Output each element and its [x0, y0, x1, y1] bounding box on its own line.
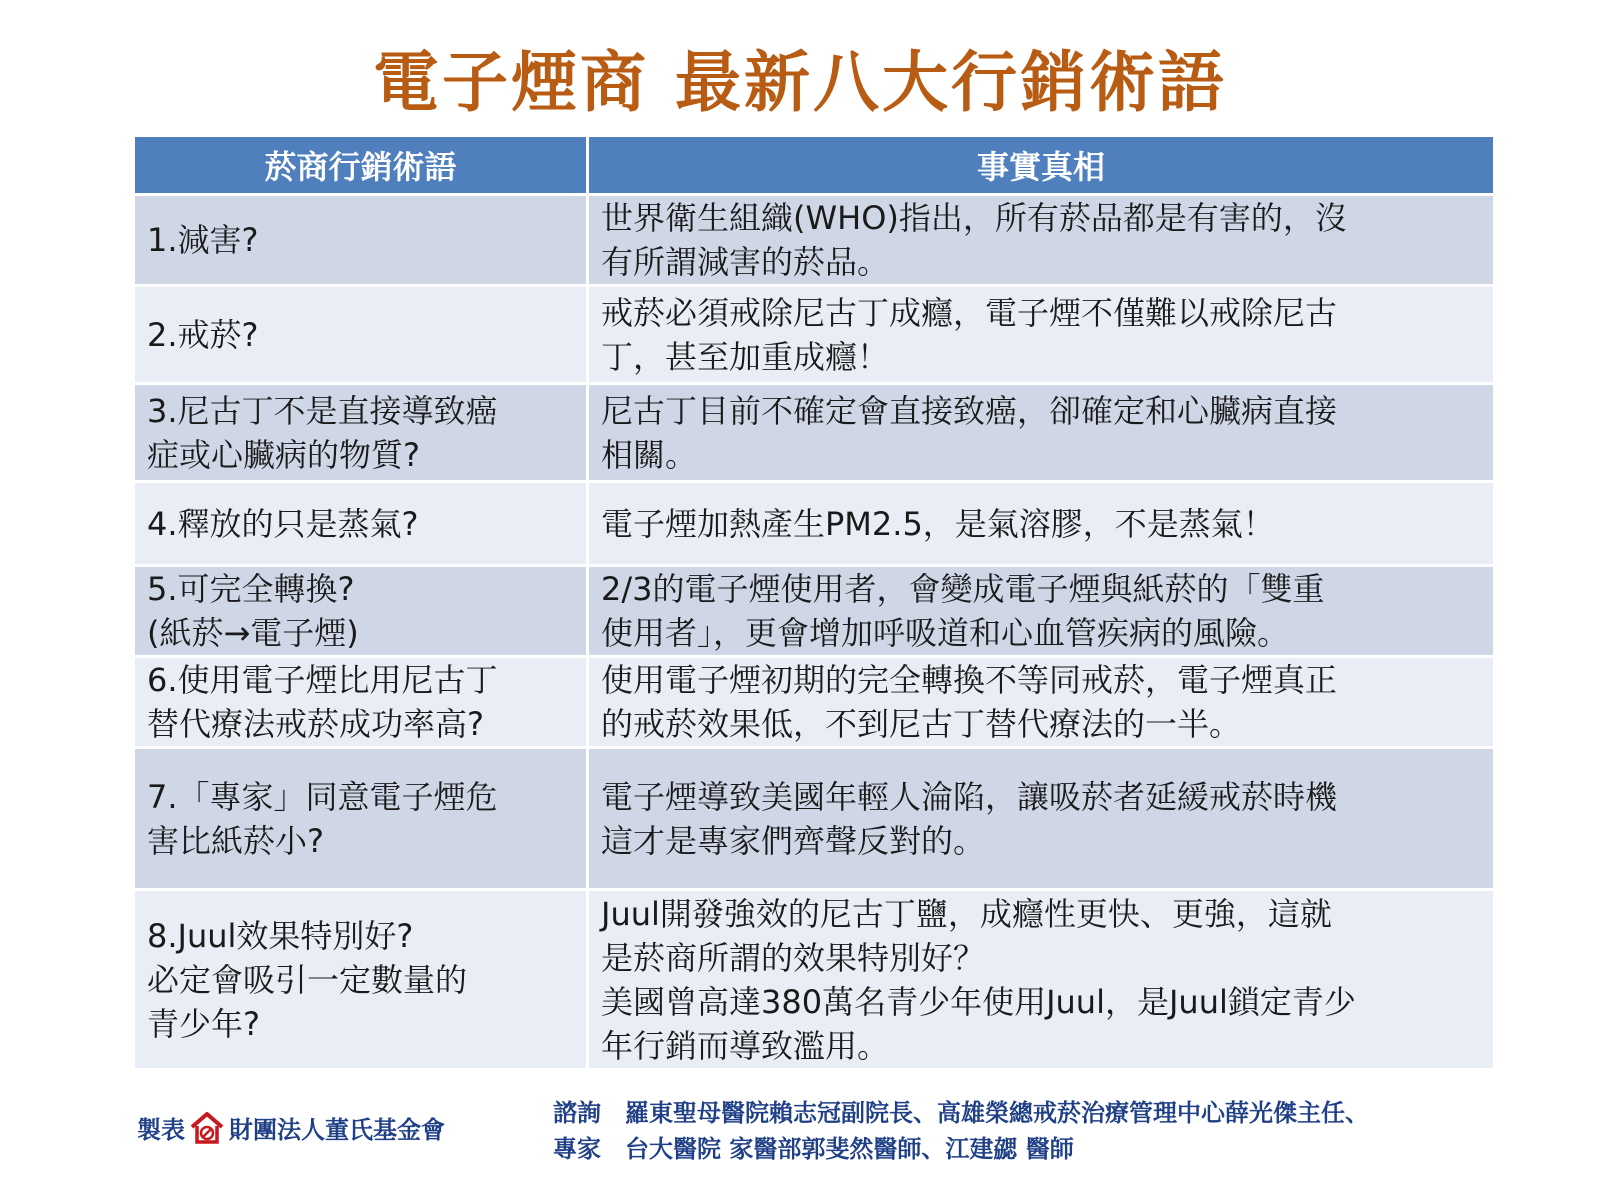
maker-credit — [137, 1110, 445, 1145]
consult-line-2: 台大醫院 家醫部郭斐然醫師、江建勰 醫師 — [625, 1135, 1074, 1163]
page-title: 電子煙商 最新八大行銷術語 — [373, 44, 1227, 121]
header-fact: 事實真相 — [588, 136, 1495, 195]
term-cell: 1.減害? — [134, 195, 588, 286]
term-cell: 6.使用電子煙比用尼古丁 替代療法戒菸成功率高? — [134, 657, 588, 748]
fact-cell: 2/3的電子煙使用者，會變成電子煙與紙菸的「雙重 使用者」，更會增加呼吸道和心血管疾病的風險。 — [588, 566, 1495, 657]
consult-line-1: 羅東聖母醫院賴志冠副院長、高雄榮總戒菸治療管理中心薛光傑主任、 — [625, 1099, 1369, 1127]
table-row — [134, 748, 1495, 890]
fact-cell: Juul開發強效的尼古丁鹽，成癮性更快、更強，這就 是菸商所謂的效果特別好？ 美國曾高達380萬名青少年使用Juul，是Juul鎖定青少 年行銷而導致濫用。 — [588, 890, 1495, 1070]
maker-label: 製表 — [137, 1116, 185, 1144]
fact-cell: 電子煙加熱產生PM2.5，是氣溶膠，不是蒸氣！ — [588, 482, 1495, 566]
consult-label-1: 諮詢 — [553, 1099, 601, 1127]
house-no-smoking-icon — [189, 1111, 225, 1145]
term-cell: 3.尼古丁不是直接導致癌 症或心臟病的物質? — [134, 384, 588, 482]
term-cell: 5.可完全轉換? (紙菸→電子煙) — [134, 566, 588, 657]
fact-cell: 使用電子煙初期的完全轉換不等同戒菸，電子煙真正 的戒菸效果低，不到尼古丁替代療法的一半。 — [588, 657, 1495, 748]
table-row — [134, 566, 1495, 657]
term-cell: 2.戒菸? — [134, 286, 588, 384]
term-cell: 8.Juul效果特別好? 必定會吸引一定數量的 青少年? — [134, 890, 588, 1070]
fact-cell: 世界衛生組織(WHO)指出，所有菸品都是有害的，沒 有所謂減害的菸品。 — [588, 195, 1495, 286]
term-cell: 4.釋放的只是蒸氣? — [134, 482, 588, 566]
table-row — [134, 657, 1495, 748]
table-row — [134, 482, 1495, 566]
table-row — [134, 286, 1495, 384]
consultants-credit — [553, 1096, 1369, 1166]
fact-cell: 戒菸必須戒除尼古丁成癮，電子煙不僅難以戒除尼古 丁，甚至加重成癮！ — [588, 286, 1495, 384]
terms-table — [132, 134, 1496, 1071]
term-cell: 7.「專家」同意電子煙危 害比紙菸小? — [134, 748, 588, 890]
table-header-row — [134, 136, 1495, 195]
fact-cell: 尼古丁目前不確定會直接致癌，卻確定和心臟病直接 相關。 — [588, 384, 1495, 482]
table-row — [134, 890, 1495, 1070]
consult-label-2: 專家 — [553, 1135, 601, 1163]
table-row — [134, 384, 1495, 482]
fact-cell: 電子煙導致美國年輕人淪陷，讓吸菸者延緩戒菸時機 這才是專家們齊聲反對的。 — [588, 748, 1495, 890]
credits-footer — [137, 1099, 1537, 1182]
maker-organization: 財團法人董氏基金會 — [229, 1116, 445, 1144]
header-term: 菸商行銷術語 — [134, 136, 588, 195]
table-row — [134, 195, 1495, 286]
